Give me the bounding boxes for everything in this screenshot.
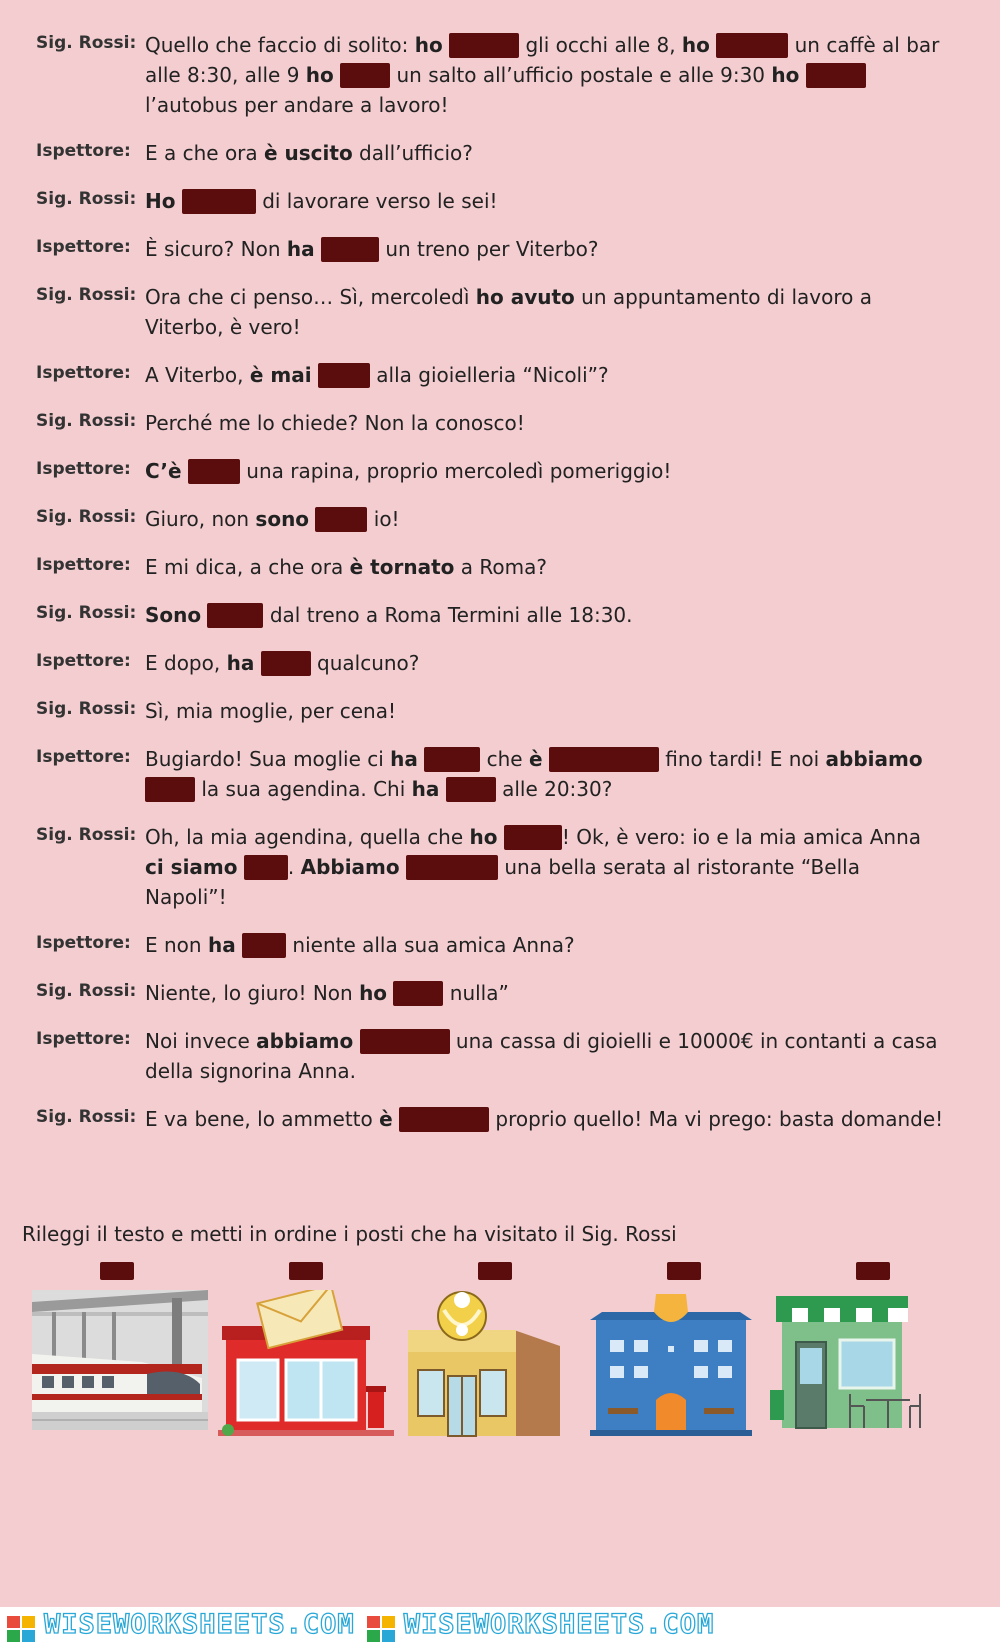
text-run: fino tardi! E noi bbox=[658, 747, 826, 771]
speaker-label: Sig. Rossi: bbox=[36, 981, 137, 1001]
text-run: un treno per Viterbo? bbox=[378, 237, 599, 261]
text-run: ! Ok, è vero: io e la mia amica Anna bbox=[561, 825, 922, 849]
dialogue-text bbox=[145, 408, 945, 438]
text-run: E va bene, lo ammetto bbox=[145, 1107, 380, 1131]
dialogue-line bbox=[0, 504, 1000, 534]
text-run: Giuro, non bbox=[145, 507, 256, 531]
speaker-label: Sig. Rossi: bbox=[36, 825, 137, 845]
text-run: qualcuno? bbox=[310, 651, 420, 675]
dialogue-line bbox=[0, 282, 1000, 342]
text-run: un caffè al bar alle 8:30, alle 9 bbox=[145, 33, 940, 87]
text-run: una rapina, proprio mercoledì pomeriggio! bbox=[239, 459, 672, 483]
watermark-text: WISEWORKSHEETS.COM bbox=[44, 1609, 355, 1640]
dialogue-line bbox=[0, 186, 1000, 216]
text-run: proprio quello! Ma vi prego: basta domande! bbox=[489, 1107, 944, 1131]
bold-verb: ci siamo bbox=[145, 855, 238, 879]
dialogue-line bbox=[0, 552, 1000, 582]
answer-blank[interactable] bbox=[340, 63, 390, 88]
post-office-icon bbox=[218, 1290, 394, 1440]
answer-blank[interactable] bbox=[318, 363, 370, 388]
text-run bbox=[439, 777, 445, 801]
bold-verb: Ho bbox=[145, 189, 176, 213]
dialogue-text bbox=[145, 30, 945, 120]
text-run: niente alla sua amica Anna? bbox=[286, 933, 575, 957]
cafe-icon bbox=[770, 1290, 946, 1440]
answer-blank[interactable] bbox=[321, 237, 379, 262]
answer-blank[interactable] bbox=[406, 855, 498, 880]
text-run: dal treno a Roma Termini alle 18:30. bbox=[263, 603, 633, 627]
text-run: che bbox=[480, 747, 529, 771]
text-run bbox=[799, 63, 805, 87]
dialogue-text bbox=[145, 234, 945, 264]
text-run: alla gioielleria “Nicoli”? bbox=[369, 363, 609, 387]
text-run bbox=[543, 747, 549, 771]
bold-verb: è bbox=[528, 747, 543, 771]
order-answer-box-2[interactable] bbox=[289, 1262, 323, 1280]
dialogue-text bbox=[145, 282, 945, 342]
text-run: E mi dica, a che ora bbox=[145, 555, 350, 579]
answer-blank[interactable] bbox=[315, 507, 367, 532]
bold-verb: ho bbox=[771, 63, 800, 87]
dialogue-line bbox=[0, 360, 1000, 390]
text-run: nulla” bbox=[443, 981, 509, 1005]
speaker-label: Ispettore: bbox=[36, 237, 131, 257]
answer-blank[interactable] bbox=[244, 855, 288, 880]
text-run: Niente, lo giuro! Non bbox=[145, 981, 360, 1005]
dialogue-text bbox=[145, 1104, 945, 1134]
dialogue-line bbox=[0, 930, 1000, 960]
dialogue-line bbox=[0, 30, 1000, 120]
dialogue-line bbox=[0, 978, 1000, 1008]
text-run: a Roma? bbox=[454, 555, 547, 579]
speaker-label: Sig. Rossi: bbox=[36, 603, 137, 623]
text-run: un appuntamento di lavoro a Viterbo, è vero! bbox=[145, 285, 872, 339]
dialogue-line bbox=[0, 1104, 1000, 1134]
dialogue-line bbox=[0, 696, 1000, 726]
text-run bbox=[182, 459, 188, 483]
bold-verb: ha bbox=[226, 651, 255, 675]
text-run bbox=[312, 363, 318, 387]
logo-icon bbox=[6, 1615, 36, 1643]
bold-verb: è tornato bbox=[349, 555, 455, 579]
answer-blank[interactable] bbox=[504, 825, 562, 850]
speaker-label: Ispettore: bbox=[36, 1029, 131, 1049]
text-run: È sicuro? Non bbox=[145, 237, 287, 261]
dialogue bbox=[0, 30, 1000, 1152]
speaker-label: Sig. Rossi: bbox=[36, 189, 137, 209]
dialogue-text bbox=[145, 456, 945, 486]
dialogue-text bbox=[145, 504, 945, 534]
answer-blank[interactable] bbox=[242, 933, 286, 958]
speaker-label: Ispettore: bbox=[36, 459, 131, 479]
text-run: Sì, mia moglie, per cena! bbox=[145, 699, 396, 723]
text-run: dall’ufficio? bbox=[352, 141, 473, 165]
dialogue-text bbox=[145, 744, 945, 804]
bold-verb: Sono bbox=[145, 603, 202, 627]
answer-blank[interactable] bbox=[424, 747, 480, 772]
bold-verb: sono bbox=[255, 507, 310, 531]
watermark-bar bbox=[0, 1607, 1000, 1643]
speaker-label: Sig. Rossi: bbox=[36, 507, 137, 527]
dialogue-line bbox=[0, 648, 1000, 678]
speaker-label: Ispettore: bbox=[36, 933, 131, 953]
text-run: E non bbox=[145, 933, 208, 957]
bold-verb: è mai bbox=[249, 363, 312, 387]
answer-blank[interactable] bbox=[261, 651, 311, 676]
dialogue-text bbox=[145, 186, 945, 216]
dialogue-text bbox=[145, 822, 945, 912]
text-run: Quello che faccio di solito: bbox=[145, 33, 415, 57]
text-run: io! bbox=[367, 507, 400, 531]
bold-verb: ho bbox=[414, 33, 443, 57]
bold-verb: è bbox=[379, 1107, 393, 1131]
dialogue-text bbox=[145, 138, 945, 168]
dialogue-text bbox=[145, 930, 945, 960]
speaker-label: Sig. Rossi: bbox=[36, 285, 137, 305]
order-answer-box-3[interactable] bbox=[478, 1262, 512, 1280]
text-run: A Viterbo, bbox=[145, 363, 250, 387]
bold-verb: abbiamo bbox=[825, 747, 923, 771]
bold-verb: ha bbox=[207, 933, 236, 957]
text-run: E dopo, bbox=[145, 651, 227, 675]
answer-blank[interactable] bbox=[449, 33, 519, 58]
speaker-label: Ispettore: bbox=[36, 141, 131, 161]
text-run: Ora che ci penso… Sì, mercoledì bbox=[145, 285, 476, 309]
text-run: alle 20:30? bbox=[495, 777, 613, 801]
text-run bbox=[254, 651, 260, 675]
bold-verb: è uscito bbox=[264, 141, 353, 165]
text-run bbox=[498, 825, 504, 849]
bold-verb: ha bbox=[411, 777, 440, 801]
dialogue-text bbox=[145, 648, 945, 678]
text-run: una cassa di gioielli e 10000€ in contanti a casa della signorina Anna. bbox=[145, 1029, 938, 1083]
order-answer-box-5[interactable] bbox=[856, 1262, 890, 1280]
text-run: . bbox=[287, 855, 301, 879]
dialogue-text bbox=[145, 1026, 945, 1086]
dialogue-line bbox=[0, 600, 1000, 630]
bold-verb: ha bbox=[390, 747, 418, 771]
answer-blank[interactable] bbox=[399, 1107, 489, 1132]
order-answer-box-4[interactable] bbox=[667, 1262, 701, 1280]
dialogue-text bbox=[145, 696, 945, 726]
text-run: Noi invece bbox=[145, 1029, 257, 1053]
answer-blank[interactable] bbox=[716, 33, 788, 58]
text-run: Bugiardo! Sua moglie ci bbox=[145, 747, 391, 771]
answer-blank[interactable] bbox=[182, 189, 256, 214]
text-run bbox=[238, 855, 244, 879]
dialogue-line bbox=[0, 744, 1000, 804]
dialogue-line bbox=[0, 408, 1000, 438]
answer-blank[interactable] bbox=[207, 603, 263, 628]
bold-verb: abbiamo bbox=[256, 1029, 354, 1053]
instruction-text: Rileggi il testo e metti in ordine i posti che ha visitato il Sig. Rossi bbox=[22, 1222, 677, 1246]
text-run bbox=[175, 189, 181, 213]
bold-verb: ho bbox=[681, 33, 710, 57]
speaker-label: Sig. Rossi: bbox=[36, 411, 137, 431]
text-run bbox=[353, 1029, 359, 1053]
speaker-label: Ispettore: bbox=[36, 363, 131, 383]
answer-blank[interactable] bbox=[806, 63, 866, 88]
speaker-label: Sig. Rossi: bbox=[36, 1107, 137, 1127]
bold-verb: ha bbox=[286, 237, 315, 261]
answer-blank[interactable] bbox=[446, 777, 496, 802]
bold-verb: Abbiamo bbox=[300, 855, 400, 879]
text-run: di lavorare verso le sei! bbox=[255, 189, 498, 213]
text-run: una bella serata al ristorante “Bella Napoli”! bbox=[145, 855, 860, 909]
answer-blank[interactable] bbox=[188, 459, 240, 484]
speaker-label: Sig. Rossi: bbox=[36, 33, 137, 53]
text-run: un salto all’ufficio postale e alle 9:30 bbox=[390, 63, 772, 87]
dialogue-line bbox=[0, 234, 1000, 264]
dialogue-line bbox=[0, 1026, 1000, 1086]
answer-blank[interactable] bbox=[145, 777, 195, 802]
answer-blank[interactable] bbox=[393, 981, 443, 1006]
speaker-label: Sig. Rossi: bbox=[36, 699, 137, 719]
dialogue-text bbox=[145, 360, 945, 390]
text-run: Oh, la mia agendina, quella che bbox=[145, 825, 470, 849]
text-run: gli occhi alle 8, bbox=[519, 33, 682, 57]
train-station-icon bbox=[32, 1290, 208, 1430]
order-answer-box-1[interactable] bbox=[100, 1262, 134, 1280]
dialogue-line bbox=[0, 822, 1000, 912]
text-run: Perché me lo chiede? Non la conosco! bbox=[145, 411, 525, 435]
jewelry-store-icon bbox=[404, 1290, 580, 1440]
text-run: l’autobus per andare a lavoro! bbox=[145, 93, 449, 117]
bold-verb: ho bbox=[359, 981, 388, 1005]
speaker-label: Ispettore: bbox=[36, 747, 131, 767]
bold-verb: ho bbox=[469, 825, 498, 849]
speaker-label: Ispettore: bbox=[36, 555, 131, 575]
police-station-icon bbox=[590, 1290, 766, 1440]
watermark-text: WISEWORKSHEETS.COM bbox=[403, 1609, 715, 1640]
bold-verb: ho bbox=[305, 63, 334, 87]
answer-blank[interactable] bbox=[360, 1029, 450, 1054]
bold-verb: C’è bbox=[145, 459, 182, 483]
dialogue-line bbox=[0, 138, 1000, 168]
text-run: la sua agendina. Chi bbox=[195, 777, 412, 801]
text-run: E a che ora bbox=[145, 141, 265, 165]
logo-icon bbox=[366, 1615, 396, 1643]
dialogue-line bbox=[0, 456, 1000, 486]
dialogue-text bbox=[145, 978, 945, 1008]
dialogue-text bbox=[145, 552, 945, 582]
bold-verb: ho avuto bbox=[475, 285, 575, 309]
answer-blank[interactable] bbox=[549, 747, 659, 772]
dialogue-text bbox=[145, 600, 945, 630]
speaker-label: Ispettore: bbox=[36, 651, 131, 671]
